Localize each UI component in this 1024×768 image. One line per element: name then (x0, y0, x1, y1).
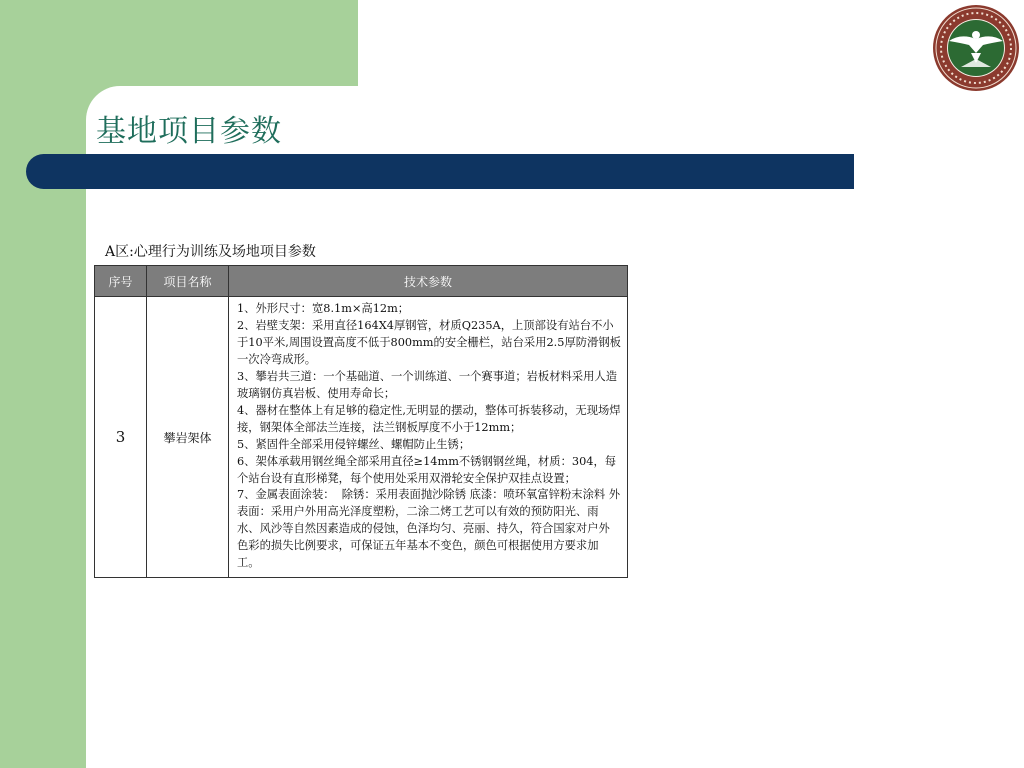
header-technical-params: 技术参数 (229, 266, 628, 297)
spec-line: 3、攀岩共三道：一个基础道、一个训练道、一个赛事道；岩板材料采用人造玻璃钢仿真岩板、使用寿命长； (237, 369, 617, 400)
row-technical-params (229, 297, 628, 578)
spec-line: 6、架体承载用钢丝绳全部采用直径≥14mm不锈钢钢丝绳，材质：304，每个站台设有直形梯凳，每个使用处采用双滑轮安全保护双挂点设置； (237, 454, 617, 485)
parameter-table (94, 265, 628, 578)
title-underline-bar (26, 154, 854, 189)
left-green-band (0, 0, 86, 768)
university-seal-icon (931, 3, 1021, 93)
spec-line: 5、紧固件全部采用侵锌螺丝、螺帽防止生锈； (237, 437, 471, 451)
spec-line: 2、岩壁支架：采用直径164X4厚钢管，材质Q235A，上顶部设有站台不小于10平米,周围设置高度不低于800mm的安全栅栏，站台采用2.5厚防滑钢板一次冷弯成形。 (237, 318, 621, 366)
header-number: 序号 (95, 266, 147, 297)
spec-line: 7、金属表面涂装： 除锈：采用表面抛沙除锈 底漆：喷环氧富锌粉末涂料 外表面：采用户外用高光泽度塑粉，二涂二烤工艺可以有效的预防阳光、雨水、风沙等自然因素造成的侵蚀，色泽均匀、亮丽、持久，符合国家对户外色彩的损失比例要求，可保证五年基本不变色，颜色可根据使用方要求加工。 (237, 488, 621, 570)
row-number: 3 (95, 297, 147, 578)
top-green-band (86, 0, 358, 86)
header-item-name: 项目名称 (147, 266, 229, 297)
spec-line: 1、外形尺寸：宽8.1m×高12m； (237, 302, 410, 315)
table-header-row (95, 266, 628, 297)
section-subtitle: A区:心理行为训练及场地项目参数 (105, 244, 316, 260)
slide-title: 基地项目参数 (96, 114, 282, 149)
spec-line: 4、器材在整体上有足够的稳定性,无明显的摆动，整体可拆装移动，无现场焊接，钢架体全部法兰连接，法兰钢板厚度不小于12mm； (237, 403, 621, 434)
table-row (95, 297, 628, 578)
row-item-name: 攀岩架体 (147, 297, 229, 578)
